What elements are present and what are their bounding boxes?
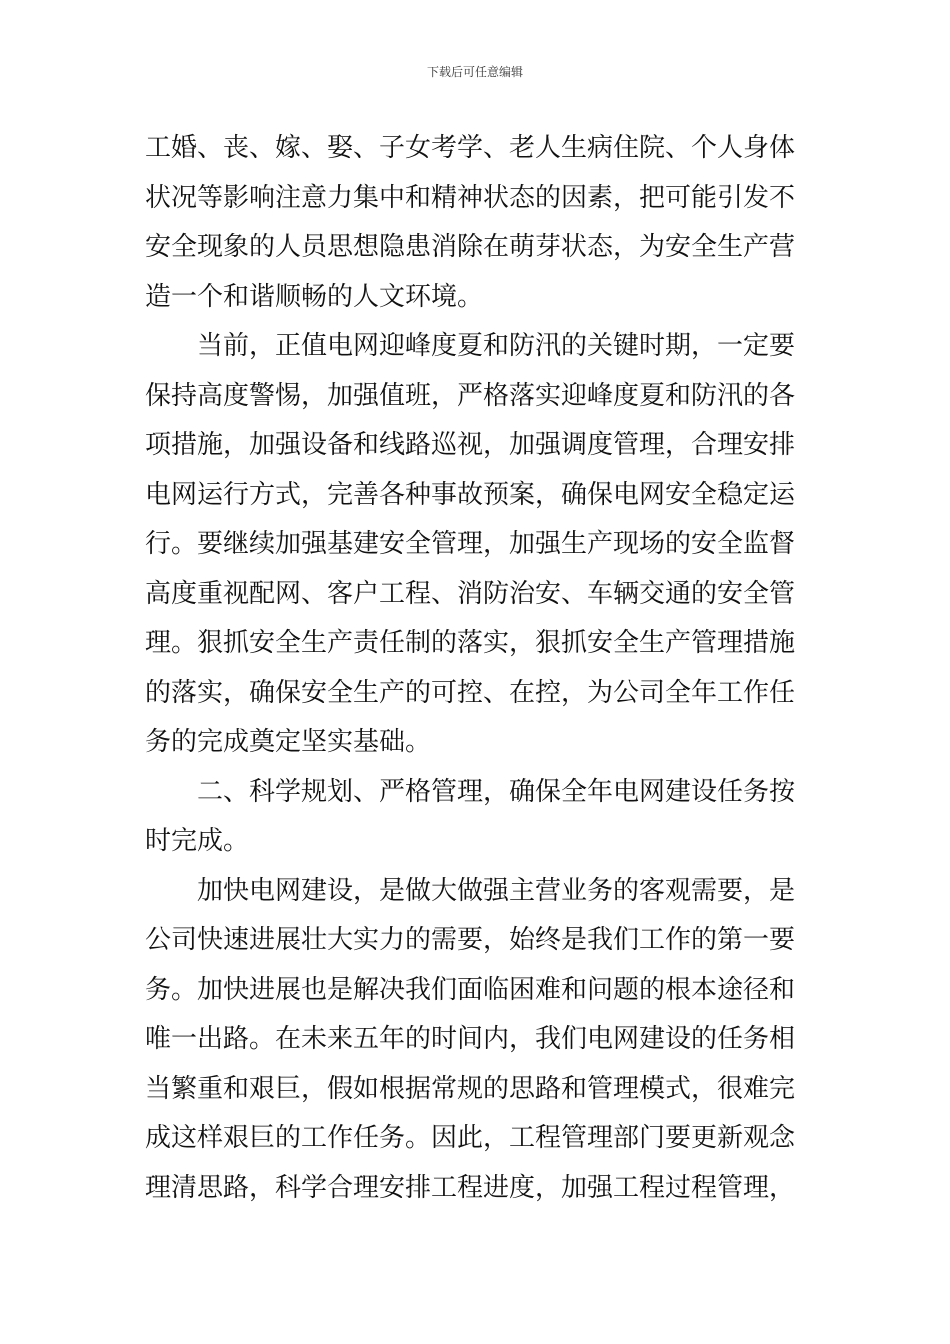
text-line: 状况等影响注意力集中和精神状态的因素，把可能引发不: [145, 182, 796, 213]
text-line: 务。加快进展也是解决我们面临困难和问题的根本途径和: [145, 974, 796, 1005]
text-line: 当繁重和艰巨，假如根据常规的思路和管理模式，很难完: [145, 1073, 796, 1104]
paragraph-2: [145, 322, 807, 768]
text-line: 公司快速进展壮大实力的需要，始终是我们工作的第一要: [145, 925, 796, 955]
text-line: 务的完成奠定坚实基础。: [145, 727, 432, 757]
text-line: 唯一出路。在未来五年的时间内，我们电网建设的任务相: [145, 1024, 796, 1054]
text-line: 保持高度警惕，加强值班，严格落实迎峰度夏和防汛的各: [145, 380, 796, 411]
text-line: 行。要继续加强基建安全管理，加强生产现场的安全监督: [145, 529, 796, 559]
text-line: 成这样艰巨的工作任务。因此，工程管理部门要更新观念: [145, 1123, 796, 1153]
text-line: 造一个和谐顺畅的人文环境。: [145, 281, 484, 312]
text-line: 当前，正值电网迎峰度夏和防汛的关键时期，一定要: [145, 331, 796, 361]
paragraph-3: [145, 867, 807, 1214]
page-header: 下载后可任意编辑: [426, 65, 523, 79]
section-heading: [145, 768, 807, 867]
text-line: 理清思路，科学合理安排工程进度，加强工程过程管理，: [145, 1172, 796, 1203]
text-line: 电网运行方式，完善各种事故预案，确保电网安全稳定运: [145, 479, 796, 510]
text-line: 的落实，确保安全生产的可控、在控，为公司全年工作任: [145, 677, 796, 708]
text-line: 工婚、丧、嫁、娶、子女考学、老人生病住院、个人身体: [145, 133, 796, 163]
text-line: 二、科学规划、严格管理，确保全年电网建设任务按: [145, 776, 796, 807]
text-line: 时完成。: [145, 826, 250, 856]
document-body: [145, 124, 807, 1213]
text-line: 加快电网建设，是做大做强主营业务的客观需要，是: [145, 875, 796, 906]
text-line: 高度重视配网、客户工程、消防治安、车辆交通的安全管: [145, 578, 796, 609]
paragraph-1: [145, 124, 807, 322]
text-line: 理。狠抓安全生产责任制的落实，狠抓安全生产管理措施: [145, 628, 796, 658]
text-line: 项措施，加强设备和线路巡视，加强调度管理，合理安排: [145, 430, 796, 460]
text-line: 安全现象的人员思想隐患消除在萌芽状态，为安全生产营: [145, 232, 796, 262]
